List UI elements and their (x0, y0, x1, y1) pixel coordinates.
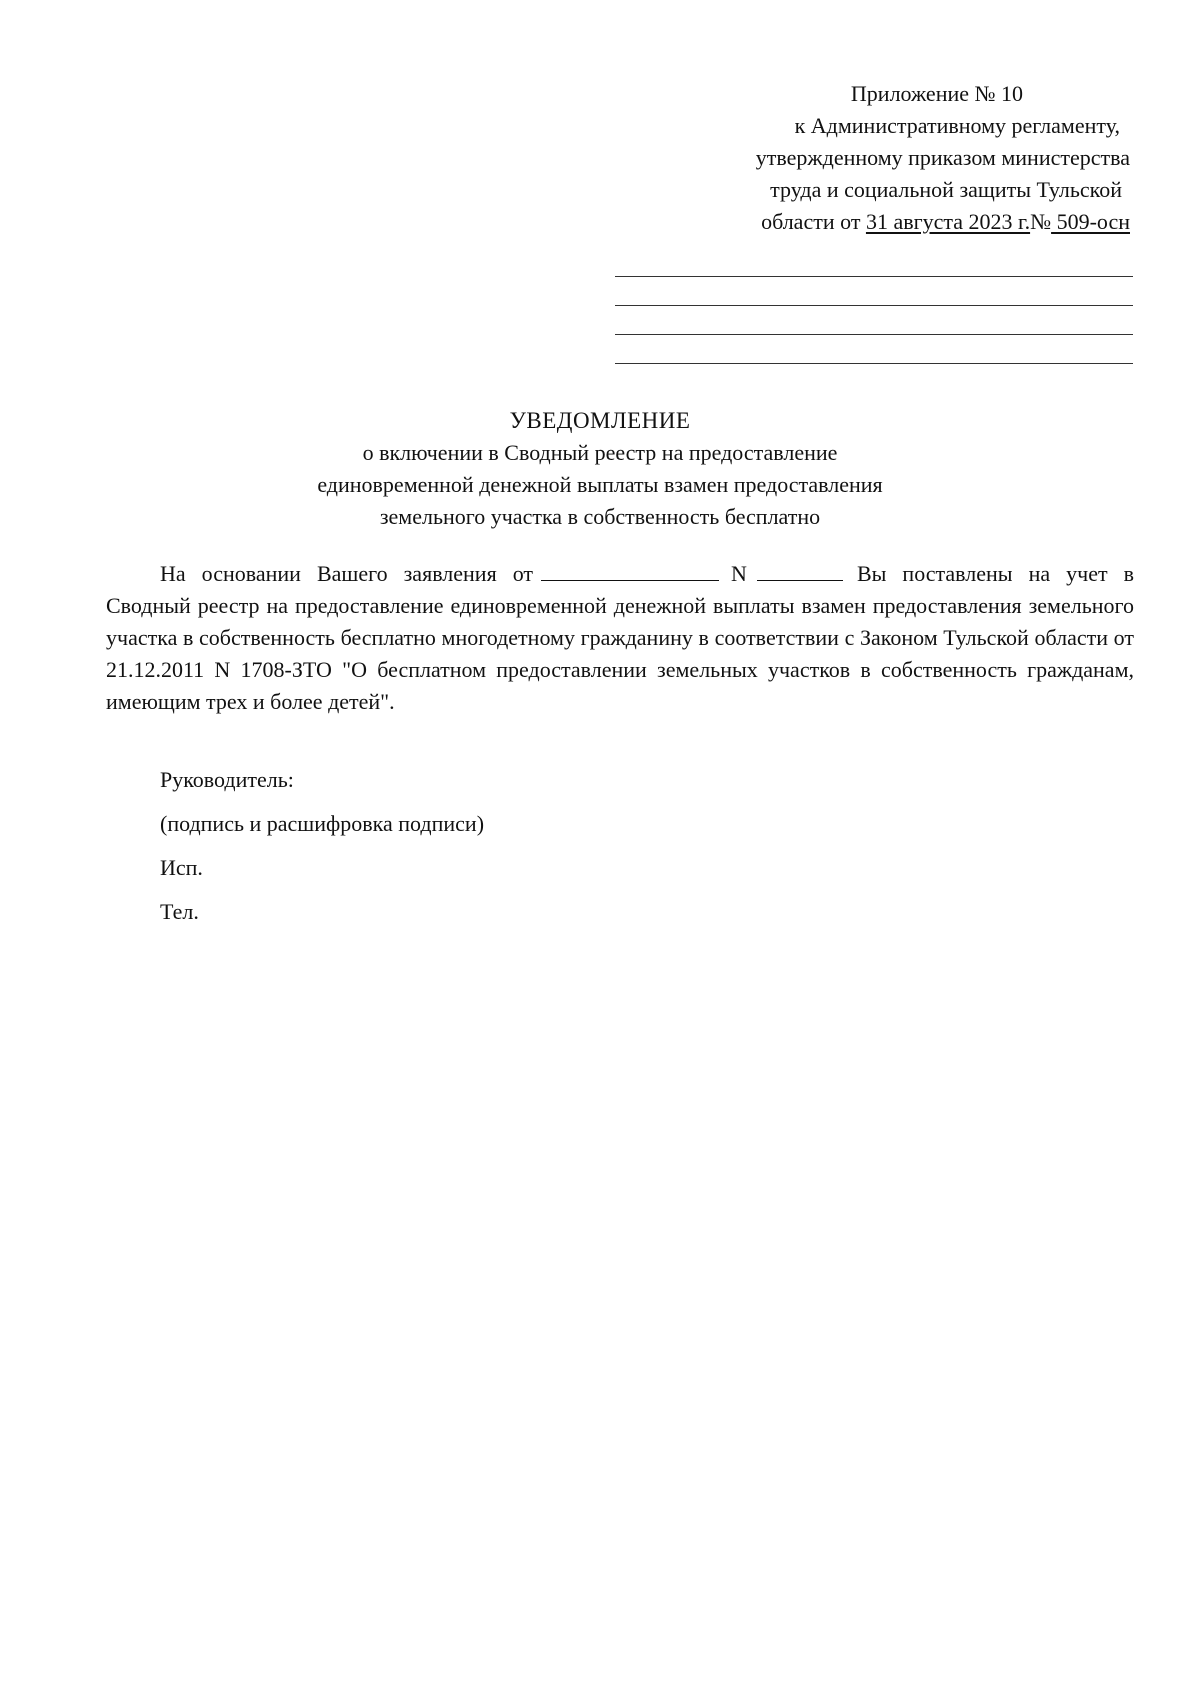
notice-paragraph (106, 558, 1134, 718)
addressee-line (615, 276, 1133, 277)
notice-subtitle-line-2: единовременной денежной выплаты взамен предоставления (317, 472, 883, 497)
notice-heading: УВЕДОМЛЕНИЕ (509, 408, 691, 433)
notice-body (106, 558, 1134, 718)
signature-label: (подпись и расшифровка подписи) (160, 811, 485, 836)
phone-label: Тел. (160, 899, 199, 924)
executor-label: Исп. (160, 855, 203, 880)
appendix-order-date-line (650, 206, 1130, 238)
addressee-line (615, 334, 1133, 335)
body-part-number-label: N (731, 561, 747, 586)
signature-block (160, 764, 484, 940)
appendix-ministry: труда и социальной защиты Тульской (770, 177, 1122, 202)
addressee-line (615, 363, 1133, 364)
body-part-registration: Вы поставлены на учет в Сводный реестр на предоставление единовременной денежной выплаты взамен предоставления земельного участка в собственность бесплатно многодетному гражданину в соответствии с Законом Тульской области от 21.12.2011 N 1708-ЗТО "О бесплатном предоставлении земельных участков в собственность гражданам, имеющим трех и более детей". (106, 561, 1134, 714)
appendix-reference (650, 78, 1130, 238)
application-date-blank (541, 560, 719, 581)
appendix-order-no-sign: № (1030, 209, 1052, 234)
notice-subtitle-line-3: земельного участка в собственность бесплатно (379, 504, 821, 529)
appendix-order-prefix: области от (761, 209, 866, 234)
body-part-application: На основании Вашего заявления от (160, 561, 534, 586)
appendix-approved-by: утвержденному приказом министерства (755, 145, 1130, 170)
appendix-order-number: 509-осн (1051, 209, 1130, 234)
notice-title (0, 405, 1200, 533)
head-label: Руководитель: (160, 767, 294, 792)
notice-subtitle-line-1: о включении в Сводный реестр на предоставление (362, 440, 838, 465)
addressee-line (615, 305, 1133, 306)
addressee-blank-lines (615, 276, 1133, 392)
appendix-regulation: к Административному регламенту, (794, 113, 1120, 138)
appendix-number: Приложение № 10 (850, 81, 1023, 106)
application-number-blank (757, 560, 843, 581)
appendix-order-date: 31 августа 2023 г. (865, 209, 1031, 234)
